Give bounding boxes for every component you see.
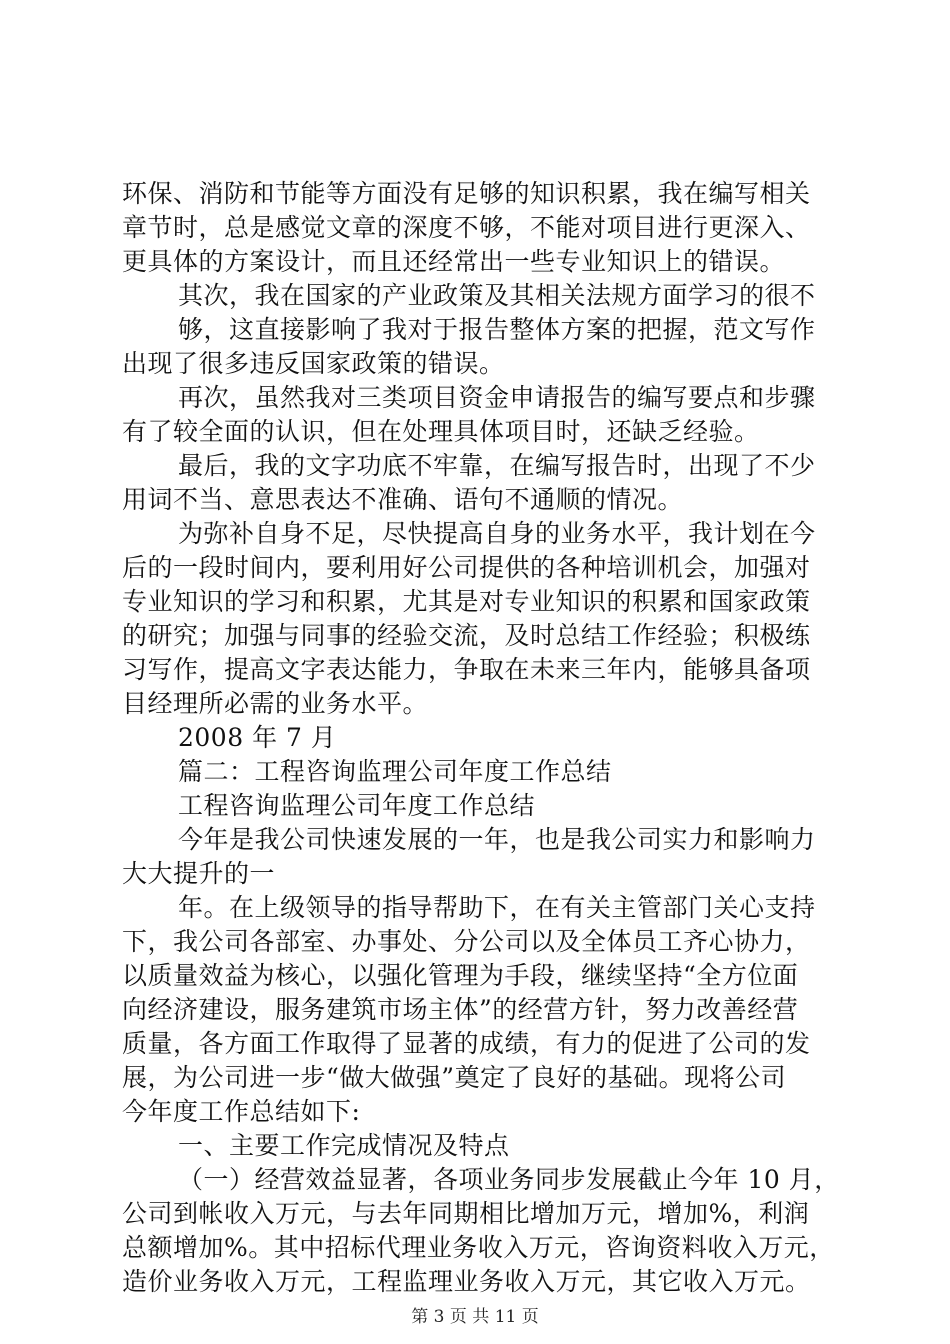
text-line: 年。在上级领导的指导帮助下，在有关主管部门关心支持 xyxy=(178,893,816,922)
text-line: 展，为公司进一步“做大做强”奠定了良好的基础。现将公司 xyxy=(122,1063,787,1092)
text-line: 造价业务收入万元，工程监理业务收入万元，其它收入万元。 xyxy=(122,1267,811,1296)
text-line: 专业知识的学习和积累，尤其是对专业知识的积累和国家政策 xyxy=(122,587,811,616)
text-line: 的研究；加强与同事的经验交流，及时总结工作经验；积极练 xyxy=(122,621,811,650)
text-line: 用词不当、意思表达不准确、语句不通顺的情况。 xyxy=(122,485,684,514)
text-line: 其次，我在国家的产业政策及其相关法规方面学习的很不 xyxy=(178,281,816,310)
text-line: 章节时，总是感觉文章的深度不够，不能对项目进行更深入、 xyxy=(122,213,811,242)
date-line: 2008 年 7 月 xyxy=(178,723,337,752)
section-heading: 一、主要工作完成情况及特点 xyxy=(178,1131,510,1160)
text-line: 出现了很多违反国家政策的错误。 xyxy=(122,349,505,378)
text-line: 习写作，提高文字表达能力，争取在未来三年内，能够具备项 xyxy=(122,655,811,684)
text-line: 更具体的方案设计，而且还经常出一些专业知识上的错误。 xyxy=(122,247,786,276)
text-line: 再次，虽然我对三类项目资金申请报告的编写要点和步骤 xyxy=(178,383,816,412)
text-line: 后的一段时间内，要利用好公司提供的各种培训机会，加强对 xyxy=(122,553,811,582)
section-heading: 篇二：工程咨询监理公司年度工作总结 xyxy=(178,757,612,786)
text-line: 质量，各方面工作取得了显著的成绩，有力的促进了公司的发 xyxy=(122,1029,811,1058)
text-line: 公司到帐收入万元，与去年同期相比增加万元，增加%，利润 xyxy=(122,1199,810,1228)
text-line: 有了较全面的认识，但在处理具体项目时，还缺乏经验。 xyxy=(122,417,760,446)
text-line: 为弥补自身不足，尽快提高自身的业务水平，我计划在今 xyxy=(178,519,816,548)
text-line: 今年度工作总结如下: xyxy=(122,1097,361,1126)
text-line: 最后，我的文字功底不牢靠，在编写报告时，出现了不少 xyxy=(178,451,816,480)
text-line: （一）经营效益显著，各项业务同步发展截止今年 10 月， xyxy=(178,1165,840,1194)
text-line: 目经理所必需的业务水平。 xyxy=(122,689,429,718)
text-line: 以质量效益为核心，以强化管理为手段，继续坚持“全方位面 xyxy=(122,961,799,990)
text-line: 够，这直接影响了我对于报告整体方案的把握，范文写作 xyxy=(178,315,816,344)
text-line: 环保、消防和节能等方面没有足够的知识积累，我在编写相关 xyxy=(122,179,811,208)
page-number-footer: 第 3 页 共 11 页 xyxy=(411,1307,539,1327)
text-line: 大大提升的一 xyxy=(122,859,276,888)
document-title: 工程咨询监理公司年度工作总结 xyxy=(178,791,536,820)
text-line: 今年是我公司快速发展的一年，也是我公司实力和影响力 xyxy=(178,825,816,854)
text-line: 总额增加%。其中招标代理业务收入万元，咨询资料收入万元， xyxy=(122,1233,835,1262)
text-line: 向经济建设，服务建筑市场主体”的经营方针，努力改善经营 xyxy=(122,995,799,1024)
text-line: 下，我公司各部室、办事处、分公司以及全体员工齐心协力， xyxy=(122,927,811,956)
